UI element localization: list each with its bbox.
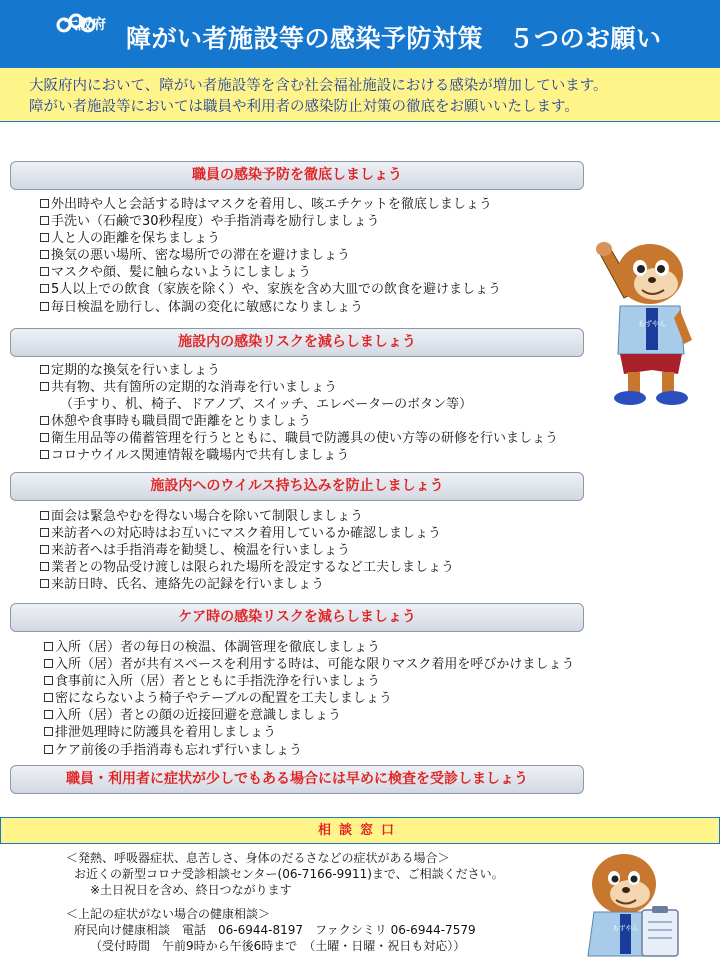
checkbox-icon [40,302,49,311]
list-item: 密にならないよう椅子やテーブルの配置を工夫しましょう [44,690,574,707]
list-item: 来訪日時、氏名、連絡先の記録を行いましょう [40,576,454,593]
list-item: コロナウイルス関連情報を職場内で共有しましょう [40,447,558,464]
staff-prevention-list [40,196,501,316]
checkbox-icon [44,642,53,651]
list-item: マスクや顔、髪に触らないようにしましょう [40,264,501,281]
checkbox-icon [40,528,49,537]
checkbox-icon [44,745,53,754]
checkbox-icon [40,382,49,391]
symptom-line: お近くの新型コロナ受診相談センター(06-7166-9911)まで、ご相談ください。 [74,867,504,881]
header-bar [0,0,720,68]
list-item: 来訪者への対応時はお互いにマスク着用しているか確認しましょう [40,525,454,542]
section-heading-staff-prevention: 職員の感染予防を徹底しましょう [10,161,584,190]
virus-entry-list [40,508,454,593]
checkbox-icon [40,545,49,554]
checkbox-icon [44,693,53,702]
list-item: 換気の悪い場所、密な場所での滞在を避けましょう [40,247,501,264]
symptom-title: ＜発熱、呼吸器症状、息苦しさ、身体のだるさなどの症状がある場合＞ [66,851,450,865]
checkbox-icon [40,233,49,242]
list-item: 来訪者へは手指消毒を勧奨し、検温を行いましょう [40,542,454,559]
checkbox-icon [44,710,53,719]
consult-heading: 相談窓口 [0,817,720,844]
checkbox-icon [40,284,49,293]
intro-banner [0,68,720,122]
list-item: 外出時や人と会話する時はマスクを着用し、咳エチケットを徹底しましょう [40,196,501,213]
list-item: 毎日検温を励行し、体調の変化に敏感になりましょう [40,299,501,316]
section-heading-early-testing: 職員・利用者に症状が少しでもある場合には早めに検査を受診しましょう [10,765,584,794]
list-item: ケア前後の手指消毒も忘れず行いましょう [44,742,574,759]
checkbox-icon [40,579,49,588]
checkbox-icon [44,659,53,668]
list-item: 入所（居）者の毎日の検温、体調管理を徹底しましょう [44,639,574,656]
list-item: 休憩や食事時も職員間で距離をとりましょう [40,413,558,430]
intro-line-1: 大阪府内において、障がい者施設等を含む社会福祉施設における感染が増加しています。 [29,78,608,94]
nosymptom-line: 府民向け健康相談 電話 06-6944-8197 ファクシミリ 06-6944-7579 [74,923,476,937]
checkbox-icon [40,562,49,571]
checkbox-icon [40,416,49,425]
list-item-note: （手すり、机、椅子、ドアノブ、スイッチ、エレベーターのボタン等） [60,397,473,413]
list-item: 業者との物品受け渡しは限られた場所を設定するなど工夫しましょう [40,559,454,576]
checkbox-icon [40,511,49,520]
intro-line-2: 障がい者施設等においては職員や利用者の感染防止対策の徹底をお願いいたします。 [29,99,579,115]
section-heading-facility-risk: 施設内の感染リスクを減らしましょう [10,328,584,357]
checkbox-icon [44,676,53,685]
list-item: 面会は緊急やむを得ない場合を除いて制限しましょう [40,508,454,525]
mascot-badge-1: もずやん [638,320,666,328]
mascot-pointing-illustration [582,236,700,408]
org-name: 大阪府 [64,17,106,33]
checkbox-icon [40,199,49,208]
care-risk-list [44,639,574,759]
list-item: 入所（居）者との顔の近接回避を意識しましょう [44,707,574,724]
section-heading-care-risk: ケア時の感染リスクを減らしましょう [10,603,584,632]
list-item: 手洗い（石鹸で30秒程度）や手指消毒を励行しましょう [40,213,501,230]
symptom-note: ※土日祝日を含め、終日つながります [90,883,292,897]
checkbox-icon [40,216,49,225]
page-title: 障がい者施設等の感染予防対策 ５つのお願い [126,24,662,53]
list-item: 共有物、共有箇所の定期的な消毒を行いましょう [40,379,558,396]
list-item: 5人以上での飲食（家族を除く）や、家族を含め大皿での飲食を避けましょう [40,281,501,298]
checkbox-icon [40,250,49,259]
nosymptom-hours: （受付時間 午前9時から午後6時まで （土曜・日曜・祝日も対応）） [90,939,466,953]
list-item: 人と人の距離を保ちましょう [40,230,501,247]
list-item: 衛生用品等の備蓄管理を行うとともに、職員で防護具の使い方等の研修を行いましょう [40,430,558,447]
list-item: 食事前に入所（居）者とともに手指洗浄を行いましょう [44,673,574,690]
facility-risk-list [40,362,558,465]
section-heading-virus-entry: 施設内へのウイルス持ち込みを防止しましょう [10,472,584,501]
checkbox-icon [40,450,49,459]
list-item: 入所（居）者が共有スペースを利用する時は、可能な限りマスク着用を呼びかけましょう [44,656,574,673]
nosymptom-title: ＜上記の症状がない場合の健康相談＞ [66,907,271,921]
mascot-badge-2: もずやん [612,924,639,932]
list-item: 定期的な換気を行いましょう [40,362,558,379]
checkbox-icon [44,727,53,736]
checkbox-icon [40,267,49,276]
checkbox-icon [40,433,49,442]
list-item: 排泄処理時に防護具を着用しましょう [44,724,574,741]
checkbox-icon [40,365,49,374]
mascot-clipboard-illustration [572,850,694,958]
